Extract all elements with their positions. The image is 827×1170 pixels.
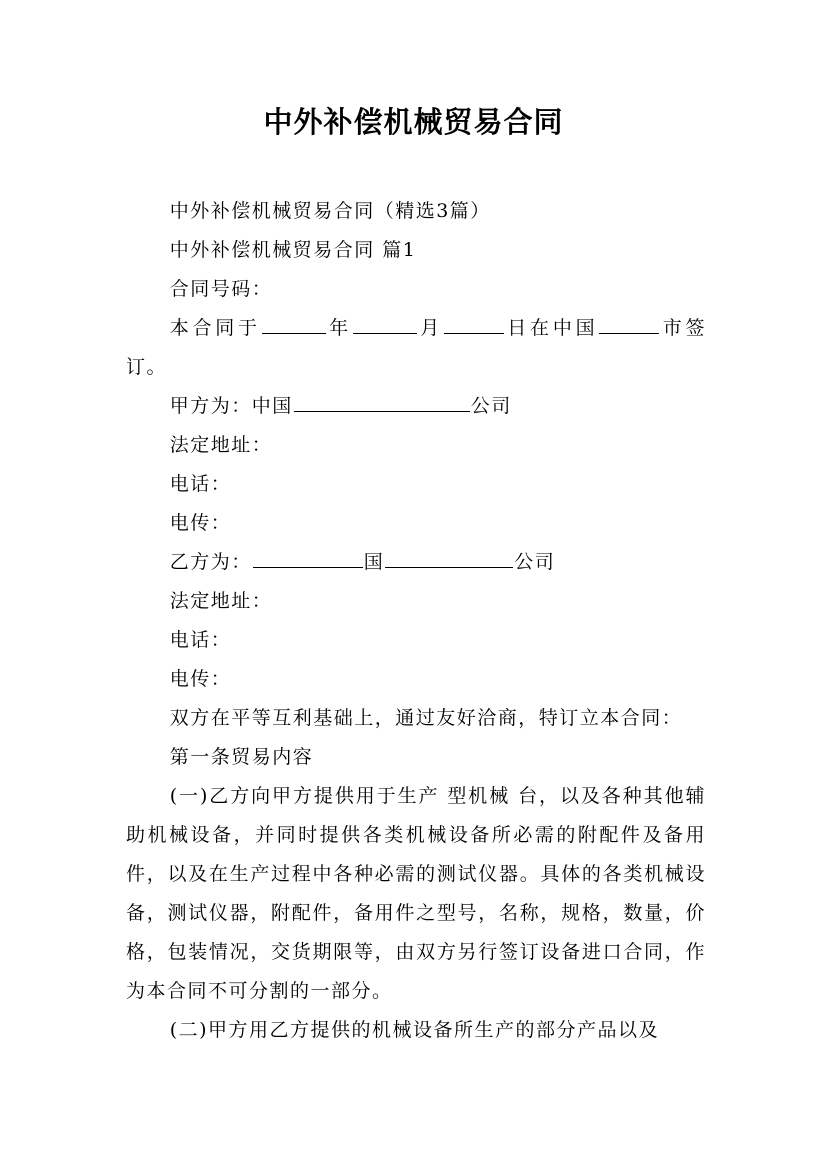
party-a-address-label: 法定地址： bbox=[169, 434, 273, 456]
party-b-address-label: 法定地址： bbox=[169, 590, 273, 612]
month-blank bbox=[353, 311, 417, 334]
party-b-line bbox=[126, 543, 706, 582]
document-subtitle: 中外补偿机械贸易合同（精选3篇） bbox=[169, 200, 491, 222]
party-b-country: 国 bbox=[363, 551, 385, 573]
document-body bbox=[126, 192, 706, 1050]
signing-line bbox=[126, 309, 706, 387]
signing-city-suffix: 市签订。 bbox=[126, 317, 706, 378]
party-a-name-blank bbox=[294, 389, 470, 412]
clause-1: (一)乙方向甲方提供用于生产 型机械 台，以及各种其他辅助机械设备，并同时提供各类机械设备所必需的附配件及备用件，以及在生产过程中各种必需的测试仪器。具体的各类机械设备，测试仪器，附配件，备用件之型号，名称，规格，数量，价格，包装情况，交货期限等，由双方另行签订设备进口合同，作为本合同不可分割的一部分。 bbox=[126, 785, 706, 1002]
clause-2: (二)甲方用乙方提供的机械设备所生产的部分产品以及 bbox=[169, 1019, 660, 1041]
signing-year: 年 bbox=[326, 317, 352, 339]
day-blank bbox=[444, 311, 504, 334]
signing-prefix: 本合同于 bbox=[169, 317, 261, 339]
party-b-label: 乙方为： bbox=[169, 551, 252, 573]
year-blank bbox=[262, 311, 326, 334]
signing-month: 月 bbox=[417, 317, 443, 339]
party-b-phone-label: 电话： bbox=[169, 629, 232, 651]
party-b-country-blank bbox=[253, 545, 363, 568]
party-a-label: 甲方为：中国 bbox=[169, 395, 293, 417]
party-b-suffix: 公司 bbox=[514, 551, 556, 573]
document-title: 中外补偿机械贸易合同 bbox=[263, 105, 564, 139]
signing-day-place: 日在中国 bbox=[504, 317, 599, 339]
preamble: 双方在平等互利基础上，通过友好洽商，特订立本合同： bbox=[169, 707, 683, 729]
article-1-heading: 第一条贸易内容 bbox=[169, 746, 314, 768]
party-a-fax-label: 电传： bbox=[169, 512, 232, 534]
city-blank bbox=[599, 311, 659, 334]
party-a-line bbox=[126, 387, 706, 426]
party-b-fax-label: 电传： bbox=[169, 668, 232, 690]
party-b-name-blank bbox=[385, 545, 513, 568]
section-heading: 中外补偿机械贸易合同 篇1 bbox=[169, 239, 417, 261]
party-a-suffix: 公司 bbox=[470, 395, 512, 417]
contract-number-label: 合同号码： bbox=[169, 278, 273, 300]
party-a-phone-label: 电话： bbox=[169, 473, 232, 495]
